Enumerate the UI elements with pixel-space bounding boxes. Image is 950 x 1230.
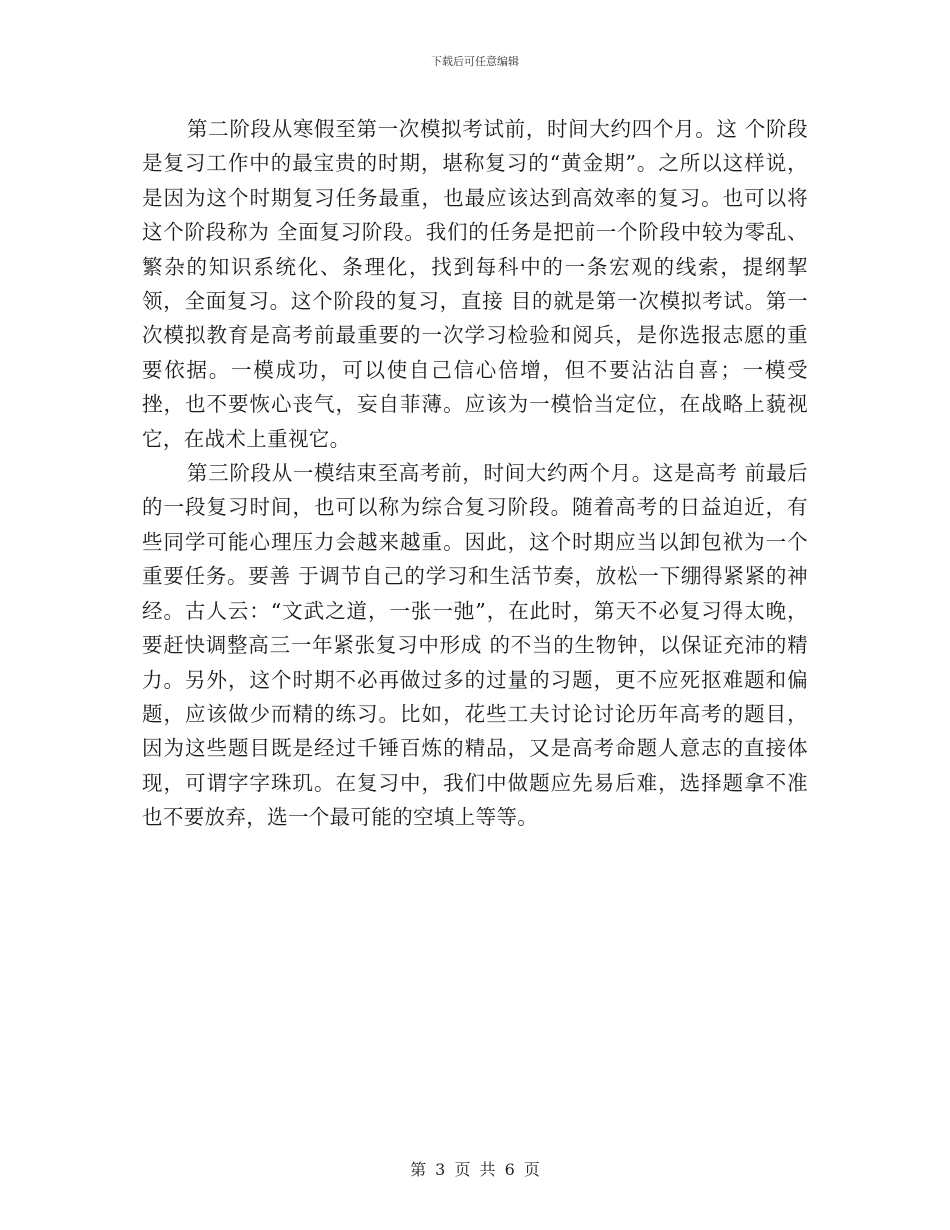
paragraph-stage-three: 第三阶段从一模结束至高考前，时间大约两个月。这是高考 前最后的一段复习时间，也可以称为综合复习阶段。随着高考的日益迫近，有些同学可能心理压力会越来越重。因此，这个时期应当以卸包袱为一个重要任务。要善 于调节自己的学习和生活节奏，放松一下绷得紧紧的神经。古人云：“文武之道，一张一弛”，在此时，第天不必复习得太晚，要赶快调整高三一年紧张复习中形成 的不当的生物钟，以保证充沛的精力。另外，这个时期不必再做过多的过量的习题，更不应死抠难题和偏题，应该做少而精的练习。比如，花些工夫讨论讨论历年高考的题目，因为这些题目既是经过千锤百炼的精品，又是高考命题人意志的直接体现，可谓字字珠玑。在复习中，我们中做题应先易后难，选择题拿不准也不要放弃，选一个最可能的空填上等等。 — [142, 461, 808, 830]
document-body — [142, 112, 808, 835]
page-header: 下载后可任意编辑 — [431, 55, 519, 68]
page-footer: 第 3 页 共 6 页 — [410, 1160, 540, 1179]
paragraph-stage-two: 第二阶段从寒假至第一次模拟考试前，时间大约四个月。这 个阶段是复习工作中的最宝贵的时期，堪称复习的“黄金期”。之所以这样说，是因为这个时期复习任务最重，也最应该达到高效率的复习。也可以将这个阶段称为 全面复习阶段。我们的任务是把前一个阶段中较为零乱、繁杂的知识系统化、条理化，找到每科中的一条宏观的线索，提纲挈领，全面复习。这个阶段的复习，直接 目的就是第一次模拟考试。第一次模拟教育是高考前最重要的一次学习检验和阅兵，是你选报志愿的重要依据。一模成功，可以使自己信心倍增，但不要沾沾自喜；一模受挫，也不要恢心丧气，妄自菲薄。应该为一模恰当定位，在战略上藐视它，在战术上重视它。 — [142, 117, 808, 451]
